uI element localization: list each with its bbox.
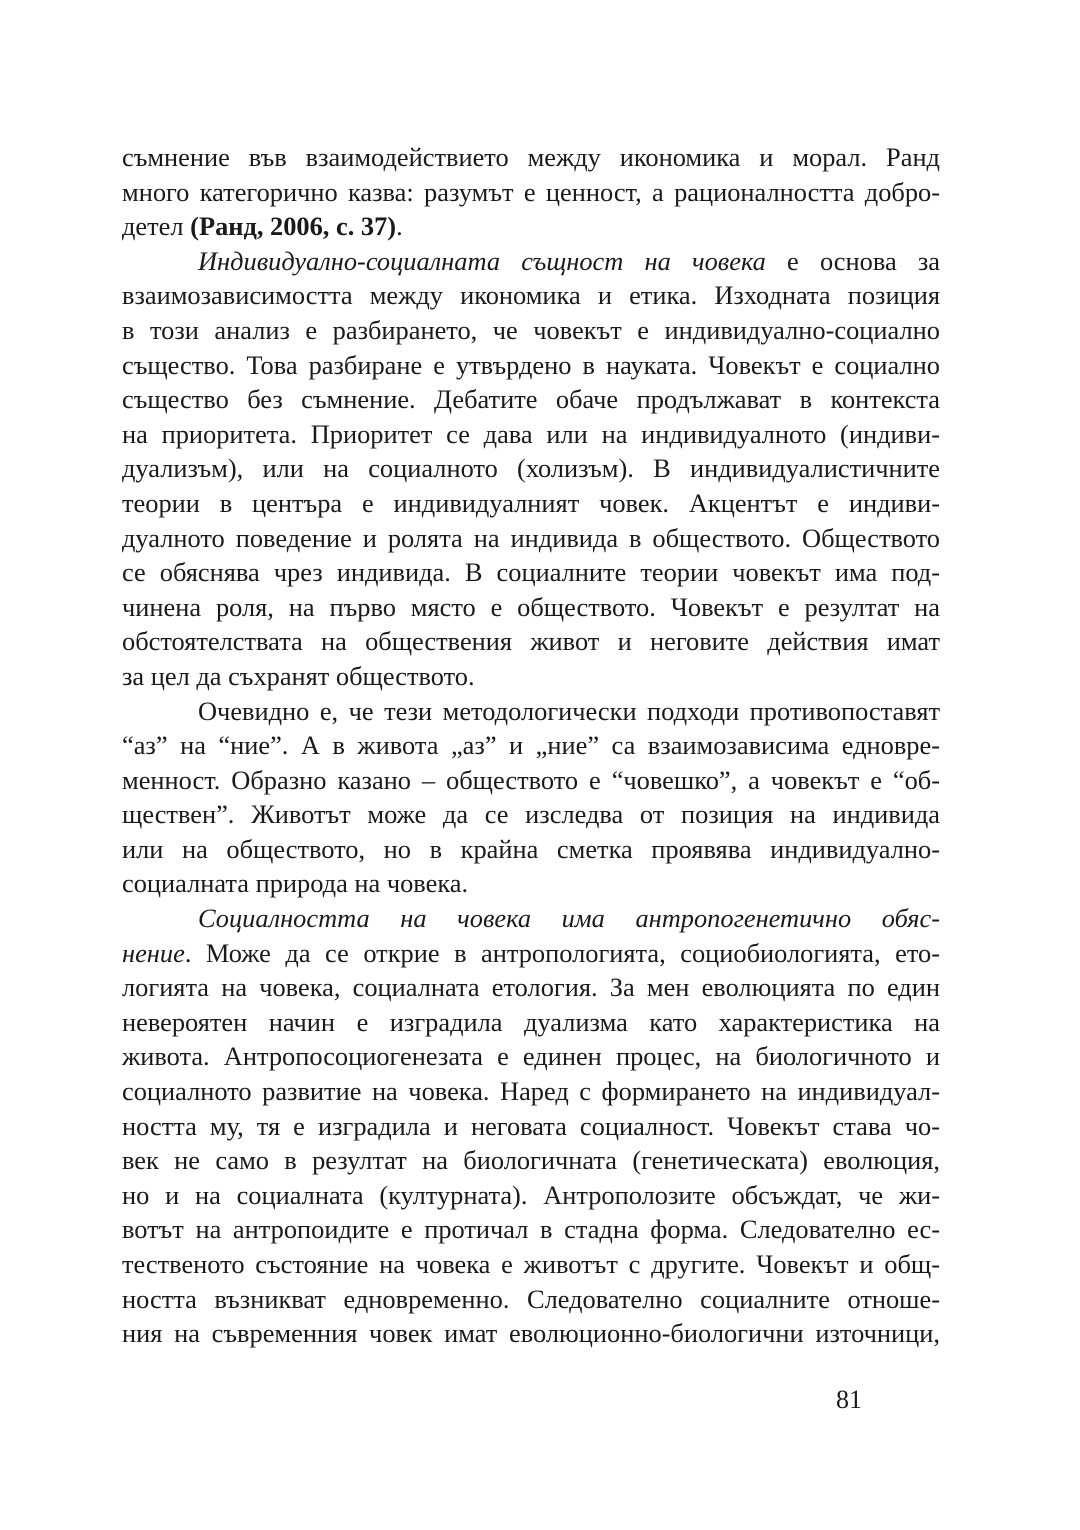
text-segment: век не само в резултат на биологичната (генетическата) еволюция, [122, 1145, 940, 1176]
text-segment: Очевидно е, че тези методологически подходи противопоставят [198, 695, 940, 726]
text-line [122, 1247, 940, 1282]
text-line [122, 382, 940, 417]
text-line [122, 313, 940, 348]
text-segment: е основа за [765, 245, 940, 276]
text-segment: чинена роля, на първо място е обществото. Човекът е резултат на [122, 591, 940, 622]
text-segment: ността му, тя е изградила и неговата социалност. Човекът става чо- [122, 1110, 940, 1141]
emphasis-text: Индивидуално-социалната същност на човека [198, 245, 766, 276]
text-segment: “аз” на “ние”. А в живота „аз” и „ние” са взаимозависима едновре- [122, 730, 940, 761]
page-body [122, 140, 940, 1351]
text-segment: същество без съмнение. Дебатите обаче продължават в контекста [122, 384, 940, 415]
text-segment: или на обществото, но в крайна сметка проявява индивидуално- [122, 833, 940, 864]
text-line [122, 936, 940, 971]
text-line [122, 901, 940, 936]
paragraph [122, 694, 940, 902]
text-line [122, 1109, 940, 1144]
text-segment: дуализъм), или на социалното (холизъм). В индивидуалистичните [122, 453, 940, 484]
text-line [122, 521, 940, 556]
text-line [122, 1005, 940, 1040]
text-line [122, 832, 940, 867]
text-line [122, 624, 940, 659]
text-segment: невероятен начин е изградила дуализма като характеристика на [122, 1006, 940, 1037]
text-segment: съмнение във взаимодействието между икономика и морал. Ранд [122, 142, 940, 172]
text-segment: взаимозависимостта между икономика и етика. Изходната позиция [122, 280, 940, 311]
text-line [122, 1143, 940, 1178]
text-line [122, 451, 940, 486]
emphasis-text: нение [122, 937, 185, 968]
text-line [122, 209, 940, 244]
text-line [122, 1316, 940, 1351]
text-segment: но и на социалната (културната). Антрополозите обсъждат, че жи- [122, 1179, 940, 1210]
text-segment: теории в центъра е индивидуалният човек. Акцентът е индиви- [122, 487, 940, 518]
text-line [122, 348, 940, 383]
text-line [122, 1178, 940, 1213]
paragraph [122, 901, 940, 1351]
text-segment: на приоритета. Приоритет се дава или на индивидуалното (индиви- [122, 418, 940, 449]
text-line [122, 763, 940, 798]
text-segment: обстоятелствата на обществения живот и неговите действия имат [122, 626, 940, 657]
text-segment: социалното развитие на човека. Наред с формирането на индивидуал- [122, 1076, 940, 1107]
text-segment: менност. Образно казано – обществото е “човешко”, а човекът е “об- [122, 764, 940, 795]
text-line [122, 417, 940, 452]
text-segment: много категорично казва: разумът е ценност, а рационалността добро- [122, 176, 940, 207]
text-line [122, 1074, 940, 1109]
paragraph [122, 244, 940, 694]
text-line [122, 1212, 940, 1247]
text-segment: ността възникват едновременно. Следователно социалните отноше- [122, 1283, 940, 1314]
text-line [122, 175, 940, 210]
text-line [122, 970, 940, 1005]
text-segment: тественото състояние на човека е животът с другите. Човекът и общ- [122, 1249, 940, 1279]
text-segment: детел [122, 211, 191, 242]
text-line [122, 590, 940, 625]
text-line [122, 659, 940, 694]
text-line [122, 555, 940, 590]
text-line [122, 1039, 940, 1074]
text-line [122, 866, 940, 901]
text-segment: за цел да съхранят обществото. [122, 660, 475, 691]
page-number: 81 [836, 1385, 862, 1414]
text-segment: дуалното поведение и ролята на индивида в обществото. Обществото [122, 522, 940, 553]
text-line [122, 728, 940, 763]
text-line [122, 244, 940, 279]
text-segment: . [396, 211, 403, 242]
text-line [122, 278, 940, 313]
text-line [122, 486, 940, 521]
text-segment: живота. Антропосоциогенезата е единен процес, на биологичното и [122, 1041, 940, 1072]
paragraph [122, 140, 940, 244]
text-line [122, 140, 940, 175]
text-segment: се обяснява чрез индивида. В социалните теории човекът има под- [122, 557, 940, 588]
citation: (Ранд, 2006, с. 37) [190, 211, 397, 242]
text-segment: логията на човека, социалната етология. За мен еволюцията по един [122, 972, 940, 1003]
text-line [122, 1282, 940, 1317]
emphasis-text: Социалността на човека има антропогенетично обяс- [198, 903, 940, 934]
text-segment: . Може да се открие в антропологията, социобиологията, ето- [184, 937, 940, 968]
text-segment: същество. Това разбиране е утвърдено в науката. Човекът е социално [122, 349, 940, 380]
text-segment: в този анализ е разбирането, че човекът е индивидуално-социално [122, 314, 940, 345]
text-segment: ния на съвременния човек имат еволюционно-биологични източници, [122, 1318, 940, 1349]
text-segment: социалната природа на човека. [122, 868, 469, 899]
text-line [122, 797, 940, 832]
text-segment: ществен”. Животът може да се изследва от позиция на индивида [122, 799, 940, 830]
text-segment: вотът на антропоидите е протичал в стадна форма. Следователно ес- [122, 1214, 940, 1245]
text-line [122, 694, 940, 729]
